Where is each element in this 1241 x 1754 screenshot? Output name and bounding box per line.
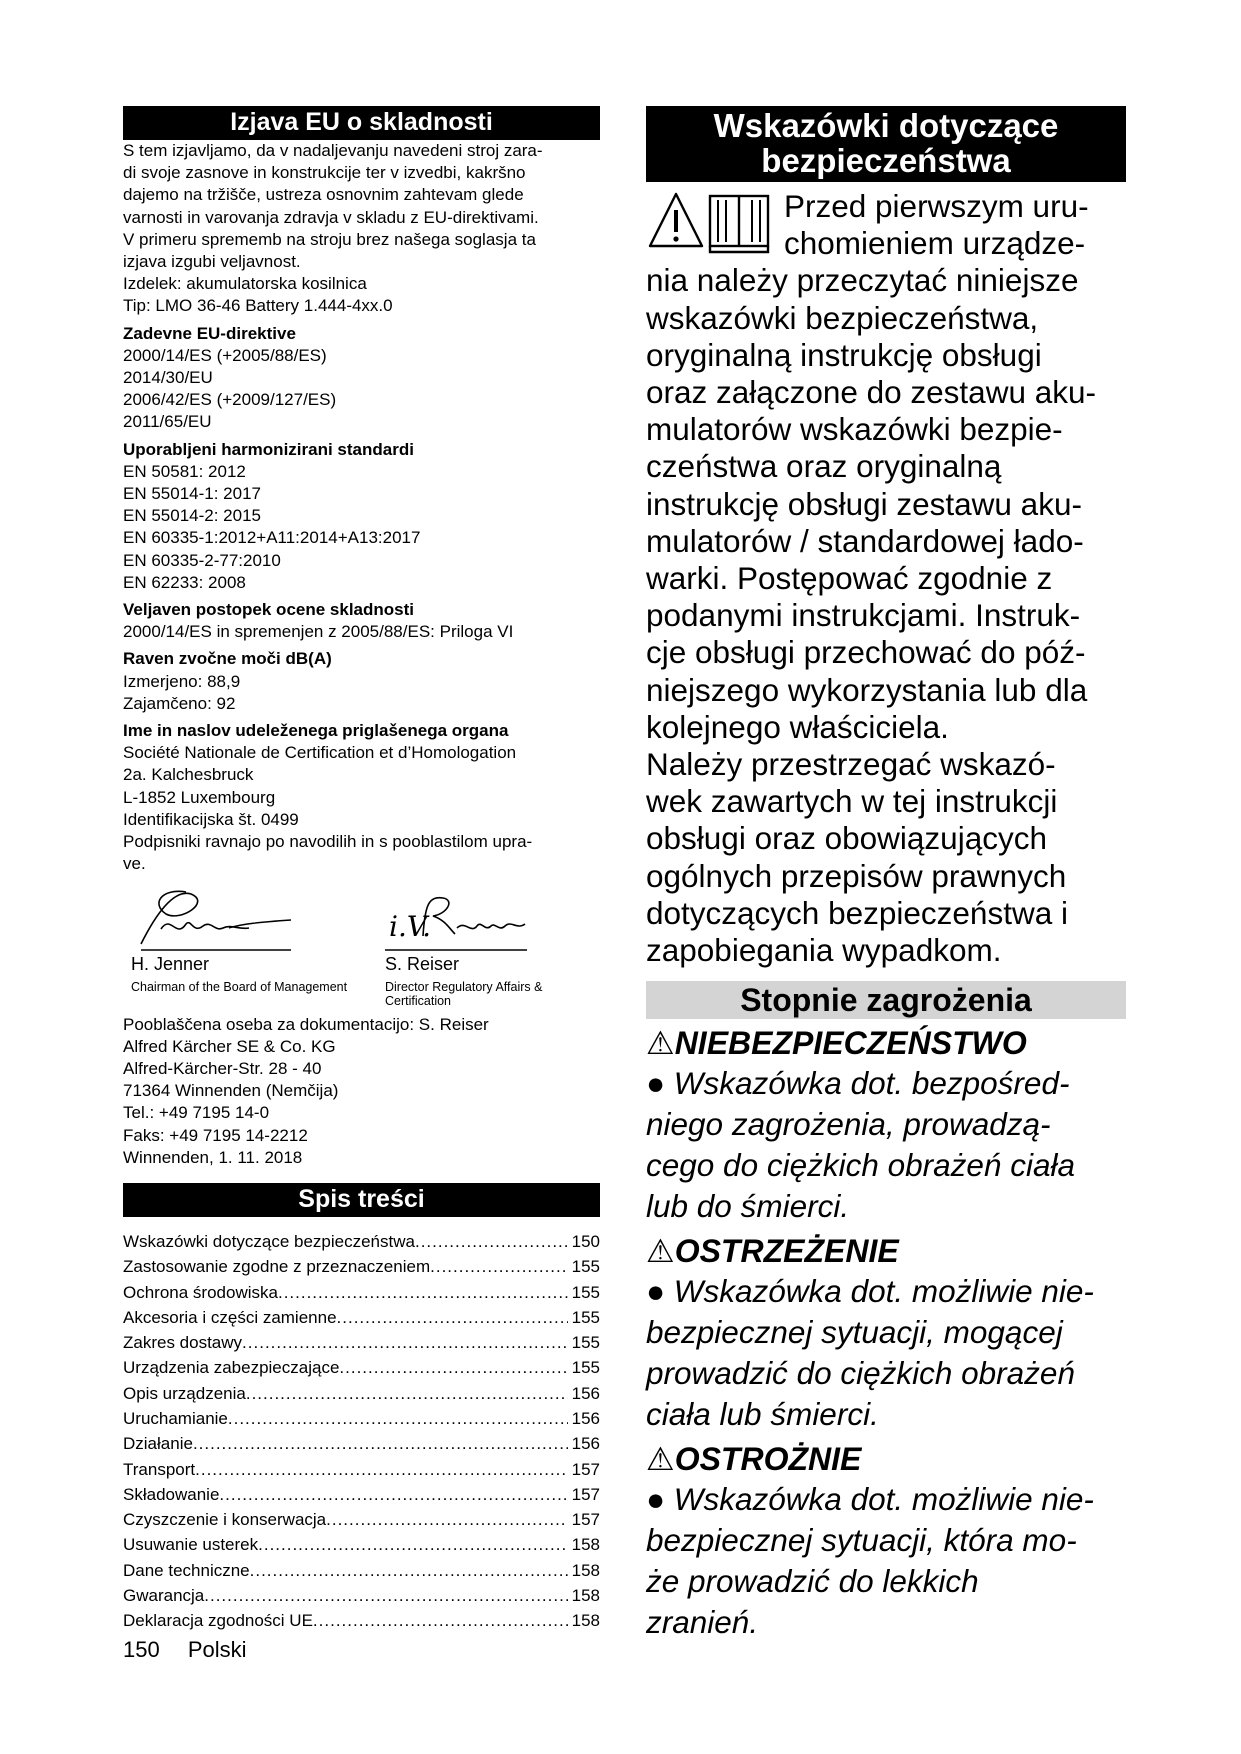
directive-line: 2011/65/EU (123, 412, 212, 432)
intro-line: S tem izjavljamo, da v nadaljevanju navedeni stroj zara- (123, 141, 543, 160)
contact-line: 71364 Winnenden (Nemčija) (123, 1081, 339, 1101)
hazard-description-text: niego zagrożenia, prowadzą- (646, 1106, 1051, 1143)
intro-line: mulatorów wskazówki bezpie- (646, 411, 1063, 448)
hazard-signal-word (646, 1439, 1126, 1479)
warning-triangle-icon: ⚠ (646, 1441, 675, 1478)
toc-dot-leader (204, 1583, 567, 1608)
contact-line: Tel.: +49 7195 14-0 (123, 1103, 270, 1123)
hazard-description-line (646, 1104, 1126, 1145)
hazard-description-line (646, 1561, 1126, 1602)
hazard-description-text: że prowadzić do lekkich (646, 1563, 979, 1600)
standard-line: EN 55014-2: 2015 (123, 506, 261, 526)
hazard-description-line (646, 1312, 1126, 1353)
hazard-signal-word (646, 1023, 1126, 1063)
page-footer (123, 1637, 247, 1663)
contact-block (123, 1014, 600, 1169)
toc-dot-leader (430, 1254, 568, 1279)
toc-item-page: 155 (571, 1307, 600, 1327)
directive-line: 2000/14/ES (+2005/88/ES) (123, 345, 327, 365)
toc-dot-leader (228, 1406, 568, 1431)
notified-body-label: Ime in naslov udeleženega priglašenega organa (123, 721, 509, 741)
signer-name: S. Reiser (385, 953, 460, 974)
svg-text:i.V.: i.V. (389, 909, 432, 943)
declaration-intro (123, 140, 600, 318)
toc-item[interactable] (123, 1254, 600, 1279)
toc-item-title: Czyszczenie i konserwacja (123, 1510, 327, 1530)
intro-line: obsługi oraz obowiązujących (646, 820, 1047, 857)
toc-item[interactable] (123, 1330, 600, 1355)
toc-dot-leader (339, 1355, 567, 1380)
hazard-description-line (646, 1271, 1126, 1312)
sound-power-label: Raven zvočne moči dB(A) (123, 649, 332, 669)
declaration-heading: Izjava EU o skladnosti (123, 106, 600, 140)
handwritten-signature-icon (131, 884, 301, 954)
hazard-description-text: cego do ciężkich obrażeń ciała (646, 1147, 1076, 1184)
left-column (123, 106, 600, 1634)
declaration-body (123, 140, 600, 1169)
toc-dot-leader (250, 1558, 568, 1583)
signature-reiser (385, 884, 600, 1008)
bullet-icon: ● (646, 1065, 674, 1102)
intro-line: V primeru sprememb na stroju brez našega soglasja ta (123, 229, 536, 249)
hazard-description-line (646, 1186, 1126, 1227)
notified-body-line: Identifikacijska št. 0499 (123, 809, 299, 829)
standard-line: EN 60335-1:2012+A11:2014+A13:2017 (123, 528, 421, 548)
hazard-description-text: Wskazówka dot. możliwie nie- (673, 1273, 1094, 1310)
hazard-signal-text: OSTRZEŻENIE (674, 1233, 899, 1270)
hazard-description-line (646, 1063, 1126, 1104)
directive-line: 2006/42/ES (+2009/127/ES) (123, 390, 337, 410)
notified-body-line: L-1852 Luxembourg (123, 787, 276, 807)
intro-line: oryginalną instrukcję obsługi (646, 336, 1042, 373)
hazard-description-line (646, 1602, 1126, 1643)
intro-line: Przed pierwszym uru- (784, 188, 1089, 224)
intro-line: varnosti in varovanja zdravja v skladu z EU-direktivami. (123, 207, 539, 227)
toc-item-page: 156 (571, 1383, 600, 1403)
signer-name: H. Jenner (131, 953, 210, 974)
intro-line: kolejnego właściciela. (646, 708, 949, 745)
intro-line: wskazówki bezpieczeństwa, (646, 299, 1039, 336)
toc-item[interactable] (123, 1305, 600, 1330)
toc-heading: Spis treści (123, 1183, 600, 1217)
hazard-description-line (646, 1394, 1126, 1435)
standards-label: Uporabljeni harmonizirani standardi (123, 439, 414, 459)
contact-line: Faks: +49 7195 14-2212 (123, 1125, 308, 1145)
toc-item-page: 158 (571, 1560, 600, 1580)
safety-heading (646, 106, 1126, 182)
toc-item-title: Zakres dostawy (123, 1333, 243, 1353)
toc-dot-leader (195, 1457, 568, 1482)
toc-item[interactable] (123, 1280, 600, 1305)
warning-triangle-icon: ⚠ (646, 1233, 675, 1270)
intro-line: warki. Postępować zgodnie z (646, 560, 1053, 597)
signer-role: Director Regulatory Affairs & Certification (385, 979, 543, 1008)
toc-item-page: 156 (571, 1409, 600, 1428)
standard-line: EN 60335-2-77:2010 (123, 550, 281, 570)
contact-line: Alfred Kärcher SE & Co. KG (123, 1036, 336, 1056)
manual-book-icon (710, 196, 768, 252)
right-column (646, 106, 1126, 1643)
toc-item-title: Deklaracja zgodności UE (123, 1611, 313, 1631)
toc-item[interactable] (123, 1558, 600, 1583)
toc-dot-leader (219, 1482, 567, 1507)
safety-intro (646, 188, 1126, 969)
toc-item-page: 158 (571, 1611, 600, 1631)
toc-item[interactable] (123, 1583, 600, 1608)
safety-heading-line: bezpieczeństwa (761, 142, 1011, 179)
contact-line: Pooblaščena oseba za dokumentacijo: S. Reiser (123, 1014, 489, 1034)
toc-item-page: 156 (571, 1434, 600, 1454)
hazard-signal-text: OSTROŻNIE (674, 1441, 862, 1478)
toc-item[interactable] (123, 1355, 600, 1380)
intro-line: oraz załączone do zestawu aku- (646, 374, 1096, 411)
toc-item-title: Dane techniczne (123, 1560, 250, 1580)
toc-item[interactable] (123, 1457, 600, 1482)
hazard-description-text: bezpiecznej sytuacji, która mo- (646, 1522, 1077, 1559)
directive-line: 2014/30/EU (123, 368, 213, 388)
product-line: Izdelek: akumulatorska kosilnica (123, 274, 367, 294)
toc-item-title: Składowanie (123, 1484, 220, 1504)
handwritten-signature-icon (385, 884, 535, 954)
toc-item[interactable] (123, 1482, 600, 1507)
standard-line: EN 50581: 2012 (123, 461, 246, 481)
hazard-levels-heading: Stopnie zagrożenia (646, 981, 1126, 1019)
toc-item-page: 158 (571, 1586, 600, 1606)
table-of-contents (123, 1229, 600, 1634)
toc-item-title: Usuwanie usterek (123, 1535, 259, 1555)
intro-line: cje obsługi przechować do póź- (646, 634, 1086, 671)
toc-dot-leader (326, 1507, 567, 1532)
toc-dot-leader (242, 1330, 568, 1355)
toc-dot-leader (278, 1280, 568, 1305)
toc-item[interactable] (123, 1229, 600, 1254)
signature-jenner (131, 884, 347, 994)
toc-dot-leader (258, 1532, 568, 1557)
toc-item[interactable] (123, 1381, 600, 1406)
toc-dot-leader (415, 1229, 568, 1254)
intro-line: niejszego wykorzystania lub dla (646, 671, 1088, 708)
hazard-description-text: Wskazówka dot. możliwie nie- (673, 1481, 1094, 1518)
safety-heading-line: Wskazówki dotyczące (713, 107, 1059, 144)
intro-line: czeństwa oraz oryginalną (646, 448, 1002, 485)
toc-dot-leader (337, 1305, 568, 1330)
toc-item-title: Akcesoria i części zamienne (123, 1307, 337, 1327)
signer-role: Chairman of the Board of Management (131, 979, 348, 994)
toc-item[interactable] (123, 1608, 600, 1633)
page-number: 150 (123, 1637, 160, 1662)
toc-item-title: Urządzenia zabezpieczające (123, 1358, 340, 1378)
toc-item-page: 155 (571, 1333, 600, 1353)
intro-line: izjava izgubi veljavnost. (123, 252, 301, 272)
directives-label: Zadevne EU-direktive (123, 323, 296, 343)
toc-item-title: Ochrona środowiska (123, 1282, 278, 1302)
intro-line: dotyczących bezpieczeństwa i (646, 894, 1068, 931)
notified-body-line: Podpisniki ravnajo po navodilih in s pooblastilom upra- (123, 832, 533, 852)
toc-item[interactable] (123, 1507, 600, 1532)
toc-item-page: 155 (571, 1257, 600, 1277)
toc-item-page: 157 (571, 1484, 600, 1504)
intro-line: di svoje zasnove in konstrukcije ter v izvedbi, kakršno (123, 163, 526, 183)
type-line: Tip: LMO 36-46 Battery 1.444-4xx.0 (123, 296, 393, 316)
toc-dot-leader (193, 1431, 568, 1456)
intro-line: chomieniem urządze- (784, 225, 1086, 262)
intro-line: Należy przestrzegać wskazó- (646, 746, 1056, 783)
toc-item-page: 158 (571, 1535, 600, 1555)
sound-guaranteed: Zajamčeno: 92 (123, 693, 236, 713)
bullet-icon: ● (646, 1273, 674, 1310)
hazard-signal-text: NIEBEZPIECZEŃSTWO (674, 1025, 1027, 1062)
intro-line: ogólnych przepisów prawnych (646, 857, 1067, 894)
toc-item-title: Uruchamianie (123, 1409, 228, 1428)
intro-icons (646, 188, 776, 262)
toc-item-title: Opis urządzenia (123, 1383, 246, 1403)
toc-item[interactable] (123, 1431, 600, 1456)
toc-item-page: 157 (571, 1510, 600, 1530)
toc-dot-leader (246, 1381, 568, 1406)
intro-line: zapobiegania wypadkom. (646, 932, 1002, 969)
intro-line: instrukcję obsługi zestawu aku- (646, 485, 1082, 522)
notified-body-line: 2a. Kalchesbruck (123, 765, 254, 785)
toc-item[interactable] (123, 1532, 600, 1557)
toc-item-title: Zastosowanie zgodne z przeznaczeniem (123, 1257, 431, 1277)
toc-item-title: Działanie (123, 1434, 193, 1454)
toc-item-page: 157 (571, 1459, 600, 1479)
footer-language: Polski (187, 1637, 247, 1662)
hazard-description-text: ciała lub śmierci. (646, 1396, 879, 1433)
hazard-description-line (646, 1353, 1126, 1394)
hazard-levels (646, 1023, 1126, 1643)
bullet-icon: ● (646, 1481, 674, 1518)
intro-line: mulatorów / standardowej łado- (646, 522, 1084, 559)
toc-item-page: 155 (571, 1282, 600, 1302)
sound-measured: Izmerjeno: 88,9 (123, 671, 241, 691)
intro-line: wek zawartych w tej instrukcji (646, 783, 1058, 820)
toc-dot-leader (313, 1608, 568, 1633)
toc-item-page: 155 (571, 1358, 600, 1378)
hazard-description-line (646, 1520, 1126, 1561)
notified-body-line: Société Nationale de Certification et d’Homologation (123, 743, 517, 763)
intro-line: nia należy przeczytać niniejsze (646, 262, 1079, 299)
intro-line: podanymi instrukcjami. Instruk- (646, 597, 1081, 634)
hazard-description-text: bezpiecznej sytuacji, mogącej (646, 1314, 1063, 1351)
hazard-signal-word (646, 1231, 1126, 1271)
intro-line: dajemo na tržišče, ustreza osnovnim zahtevam glede (123, 185, 524, 205)
hazard-description-text: Wskazówka dot. bezpośred- (673, 1065, 1070, 1102)
warning-triangle-icon (646, 188, 776, 258)
warning-triangle-icon: ⚠ (646, 1025, 675, 1062)
hazard-description-line (646, 1479, 1126, 1520)
standard-line: EN 55014-1: 2017 (123, 484, 261, 504)
hazard-description-text: lub do śmierci. (646, 1188, 850, 1225)
hazard-description-text: zranień. (646, 1604, 759, 1641)
standard-line: EN 62233: 2008 (123, 572, 246, 592)
procedure-line: 2000/14/ES in spremenjen z 2005/88/ES: Priloga VI (123, 622, 514, 642)
procedure-label: Veljaven postopek ocene skladnosti (123, 600, 414, 620)
toc-item-page: 150 (571, 1231, 600, 1251)
toc-item-title: Wskazówki dotyczące bezpieczeństwa (123, 1231, 415, 1251)
signatures (123, 884, 600, 1014)
toc-item[interactable] (123, 1406, 600, 1431)
hazard-description-text: prowadzić do ciężkich obrażeń (646, 1355, 1075, 1392)
toc-item-title: Transport (123, 1459, 196, 1479)
contact-line: Alfred-Kärcher-Str. 28 - 40 (123, 1058, 322, 1078)
notified-body-line: ve. (123, 854, 146, 874)
contact-line: Winnenden, 1. 11. 2018 (123, 1147, 303, 1167)
hazard-description-line (646, 1145, 1126, 1186)
toc-item-title: Gwarancja (123, 1586, 205, 1606)
